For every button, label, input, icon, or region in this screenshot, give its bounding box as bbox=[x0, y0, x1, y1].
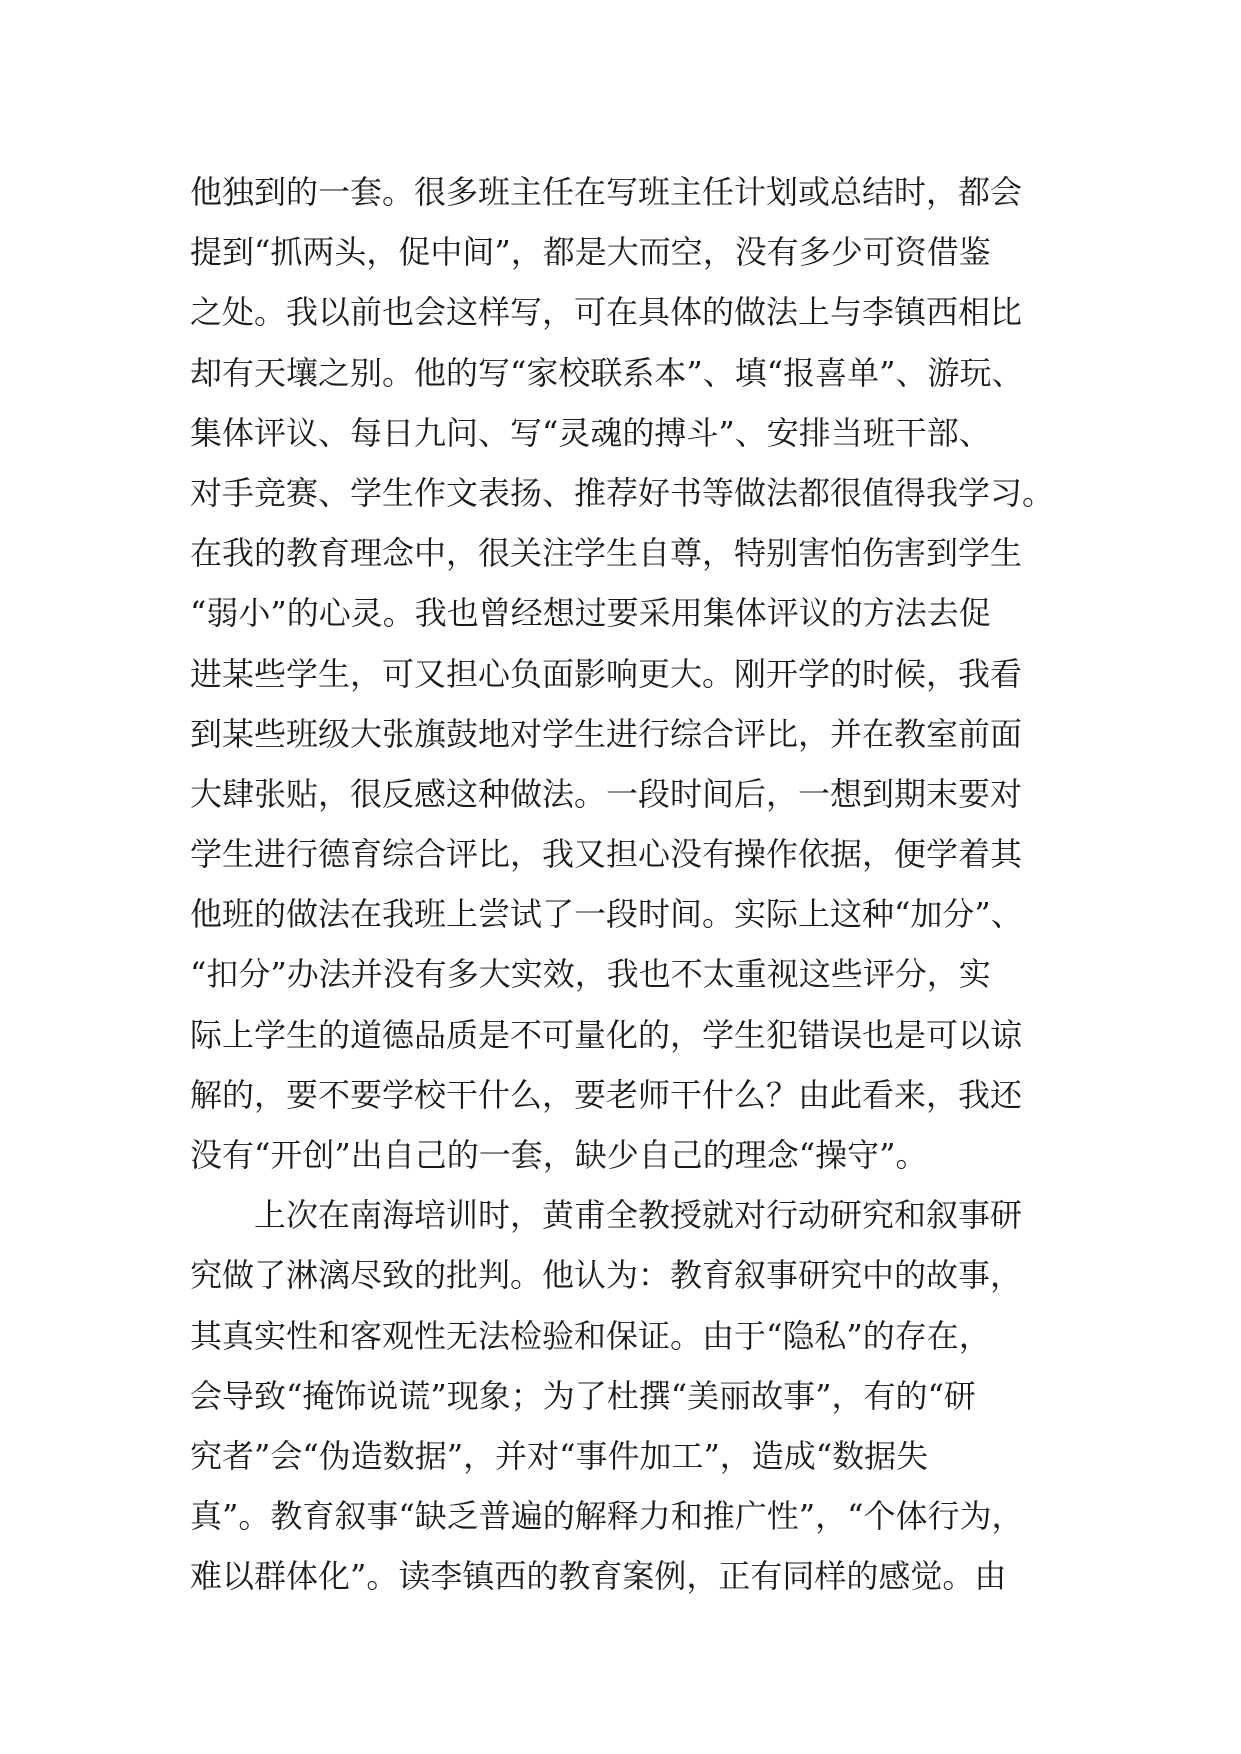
text-line: 他独到的一套。很多班主任在写班主任计划或总结时，都会 bbox=[190, 173, 1023, 211]
text-line: 究做了淋漓尽致的批判。他认为：教育叙事研究中的故事， bbox=[190, 1256, 1023, 1295]
text-line: 其真实性和客观性无法检验和保证。由于“隐私”的存在， bbox=[190, 1316, 991, 1355]
text-line: “扣分”办法并没有多大实效，我也不太重视这些评分，实 bbox=[190, 955, 991, 994]
paragraph-start-line: 上次在南海培训时，黄甫全教授就对行动研究和叙事研 bbox=[254, 1196, 1023, 1235]
text-line: 究者”会“伪造数据”，并对“事件加工”，造成“数据失 bbox=[190, 1436, 929, 1475]
text-line: 进某些学生，可又担心负面影响更大。刚开学的时候，我看 bbox=[190, 654, 1023, 693]
body-text bbox=[190, 162, 1090, 1607]
text-line: 对手竞赛、学生作文表扬、推荐好书等做法都很值得我学习。 bbox=[190, 473, 1055, 512]
text-line: 到某些班级大张旗鼓地对学生进行综合评比，并在教室前面 bbox=[190, 714, 1023, 753]
text-line: 际上学生的道德品质是不可量化的，学生犯错误也是可以谅 bbox=[190, 1015, 1023, 1054]
text-line: 却有天壤之别。他的写“家校联系本”、填“报喜单”、游玩、 bbox=[190, 353, 1024, 392]
text-line: “弱小”的心灵。我也曾经想过要采用集体评议的方法去促 bbox=[190, 594, 991, 633]
text-line: 会导致“掩饰说谎”现象；为了杜撰“美丽故事”，有的“研 bbox=[190, 1376, 976, 1415]
text-line: 没有“开创”出自己的一套，缺少自己的理念“操守”。 bbox=[190, 1136, 928, 1174]
text-line: 学生进行德育综合评比，我又担心没有操作依据，便学着其 bbox=[190, 835, 1023, 874]
text-line: 真”。教育叙事“缺乏普遍的解释力和推广性”，“个体行为， bbox=[190, 1497, 1024, 1536]
text-line: 难以群体化”。读李镇西的教育案例，正有同样的感觉。由 bbox=[190, 1557, 1007, 1596]
text-line: 他班的做法在我班上尝试了一段时间。实际上这种“加分”、 bbox=[190, 895, 1023, 934]
text-line: 大肆张贴，很反感这种做法。一段时间后，一想到期末要对 bbox=[190, 774, 1023, 813]
text-line: 之处。我以前也会这样写，可在具体的做法上与李镇西相比 bbox=[190, 293, 1023, 332]
text-line: 在我的教育理念中，很关注学生自尊，特别害怕伤害到学生 bbox=[190, 534, 1023, 573]
text-line: 解的，要不要学校干什么，要老师干什么？由此看来，我还 bbox=[190, 1075, 1023, 1114]
text-line: 集体评议、每日九问、写“灵魂的搏斗”、安排当班干部、 bbox=[190, 413, 991, 452]
text-line: 提到“抓两头，促中间”，都是大而空，没有多少可资借鉴 bbox=[190, 233, 991, 272]
